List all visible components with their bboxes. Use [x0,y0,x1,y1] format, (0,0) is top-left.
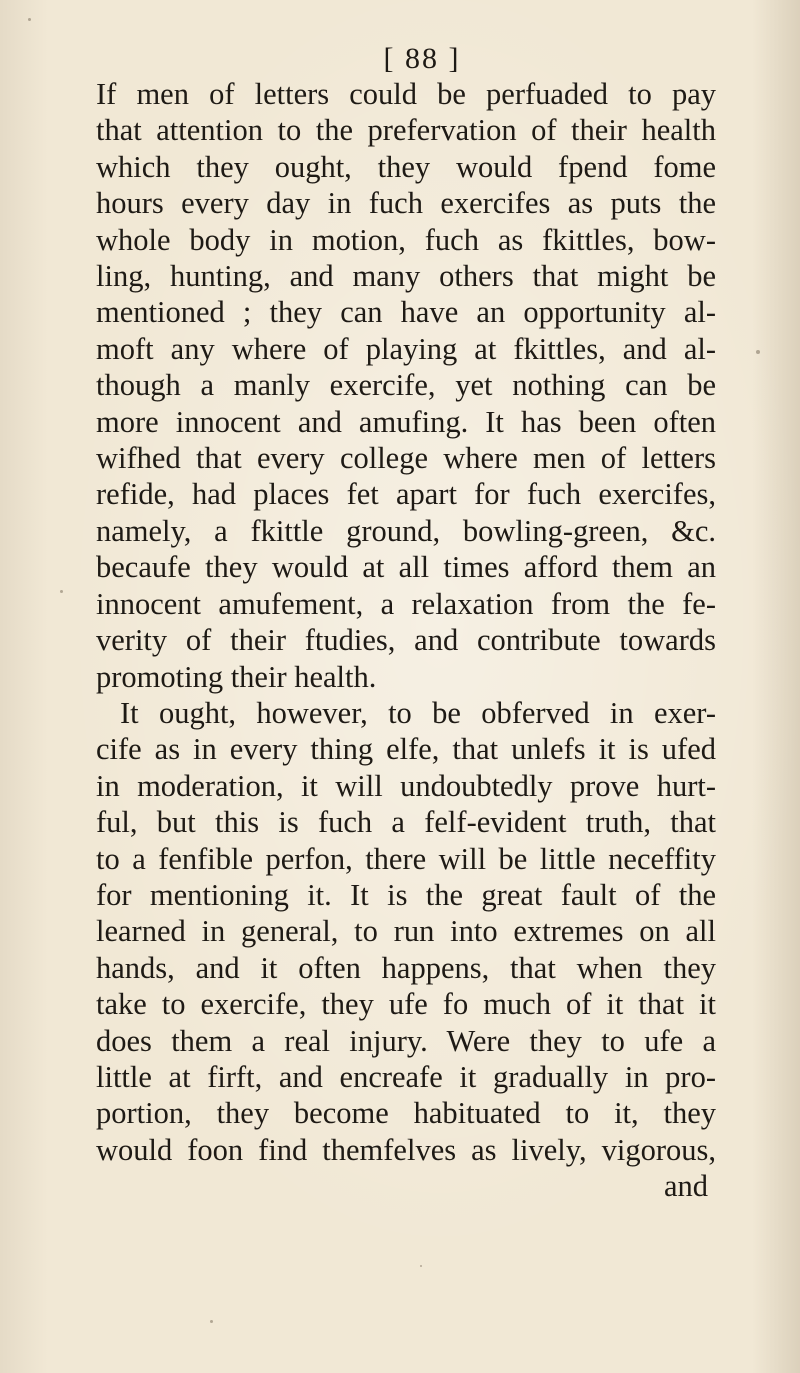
text-line: whole body in motion, fuch as fkittles, bow- [96,222,716,257]
page-number: [ 88 ] [383,42,461,75]
text-line: moft any where of playing at fkittles, and al- [96,331,716,366]
text-line: becaufe they would at all times afford them an [96,550,716,585]
text-line: portion, they become habituated to it, they [96,1096,716,1131]
text-line: to a fenfible perfon, there will be little neceffity [96,841,716,876]
text-line: hours every day in fuch exercifes as puts the [96,186,716,221]
text-line: innocent amufement, a relaxation from the fe- [96,586,716,621]
body-text [96,76,716,1205]
paper-speck [420,1265,422,1267]
text-line: which they ought, they would fpend fome [96,149,716,184]
text-line: wifhed that every college where men of letters [96,441,716,476]
text-line: learned in general, to run into extremes on all [96,914,716,949]
text-line: If men of letters could be perfuaded to pay [96,77,716,111]
text-line: more innocent and amufing. It has been often [96,404,716,439]
text-line: ful, but this is fuch a felf-evident truth, that [96,805,716,840]
text-line: cife as in every thing elfe, that unlefs it is ufed [96,732,716,767]
paper-speck [210,1320,213,1323]
text-line: promoting their health. [96,659,377,694]
text-line: hands, and it often happens, that when they [96,950,716,985]
paper-speck [756,350,760,354]
paper-speck [28,18,31,21]
catchword: and [663,1169,708,1204]
text-line: namely, a fkittle ground, bowling-green, &c. [96,513,716,548]
text-line: in moderation, it will undoubtedly prove hurt- [96,768,716,803]
text-line: does them a real injury. Were they to ufe a [96,1023,716,1058]
text-line: mentioned ; they can have an opportunity al- [96,295,716,330]
text-line: little at firft, and encreafe it gradually in pro- [96,1059,716,1094]
text-line: ling, hunting, and many others that might be [96,259,716,294]
text-line: that attention to the prefervation of their health [96,113,716,148]
text-line: would foon find themfelves as lively, vigorous, [96,1132,716,1167]
text-line: verity of their ftudies, and contribute towards [96,623,716,658]
text-line: refide, had places fet apart for fuch exercifes, [96,477,716,512]
text-line: for mentioning it. It is the great fault of the [96,877,716,912]
paper-speck [60,590,63,593]
text-line: It ought, however, to be obferved in exer- [120,695,716,730]
text-line: take to exercife, they ufe fo much of it that it [96,987,716,1022]
text-line: though a manly exercife, yet nothing can be [96,368,716,403]
